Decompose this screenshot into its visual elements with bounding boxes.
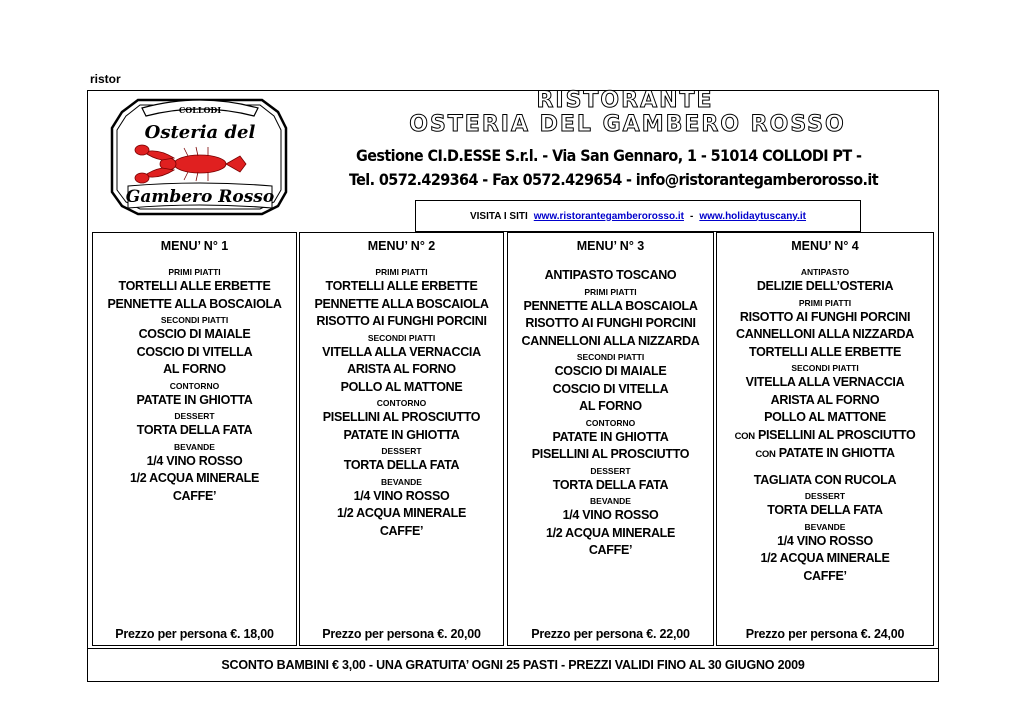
menu-title: MENU’ N° 2 — [367, 239, 436, 253]
menu-dish: 1/2 ACQUA MINERALE — [545, 525, 676, 540]
menu-price: Prezzo per persona €. 18,00 — [115, 627, 274, 641]
menu-section-heading: SECONDI PIATTI — [160, 315, 229, 325]
logo-line2-text: Gambero Rosso — [125, 187, 275, 207]
menu-dish: PENNETTE ALLA BOSCAIOLA — [314, 296, 489, 311]
menu-dish: 1/4 VINO ROSSO — [146, 453, 243, 468]
menu-dish: DELIZIE DELL’OSTERIA — [756, 279, 894, 293]
menu-dish: PENNETTE ALLA BOSCAIOLA — [523, 298, 698, 313]
menu-dish: VITELLA ALLA VERNACCIA — [322, 344, 481, 359]
dish-name: PATATE IN GHIOTTA — [778, 446, 895, 460]
menu-items — [508, 267, 713, 560]
menu-dish: CAFFE’ — [379, 523, 424, 538]
restaurant-subtitle: OSTERIA DEL GAMBERO ROSSO — [409, 112, 846, 137]
menu-dish: AL FORNO — [163, 362, 226, 376]
menu-column-2 — [299, 232, 504, 646]
menu-dish: 1/4 VINO ROSSO — [562, 508, 659, 522]
menu-section-heading: SECONDI PIATTI — [367, 332, 436, 343]
menu-price: Prezzo per persona €. 20,00 — [322, 627, 481, 641]
menu-spacer — [717, 464, 933, 472]
dish-prefix: CON — [755, 449, 776, 460]
menu-title: MENU’ N° 4 — [791, 239, 859, 253]
menu-title: MENU’ N° 3 — [576, 239, 645, 253]
menu-dish: RISOTTO AI FUNGHI PORCINI — [739, 309, 911, 324]
menu-dish-with-prefix — [717, 445, 933, 464]
menu-column-4 — [716, 232, 934, 646]
menu-dish: CANNELLONI ALLA NIZZARDA — [736, 327, 914, 341]
dish-prefix: CON — [734, 430, 755, 442]
menu-dish: RISOTTO AI FUNGHI PORCINI — [316, 314, 487, 328]
menu-dish: TORTA DELLA FATA — [767, 503, 883, 517]
menu-section-heading: CONTORNO — [376, 398, 427, 408]
menu-dish: POLLO AL MATTONE — [340, 379, 463, 394]
menu-dish: VITELLA ALLA VERNACCIA — [745, 375, 905, 389]
menu-dish: CAFFE’ — [172, 488, 217, 503]
lobster-logo-icon — [108, 96, 292, 218]
menu-dish: PATATE IN GHIOTTA — [343, 427, 460, 442]
document-label: ristor — [90, 72, 121, 86]
menu-section-heading: SECONDI PIATTI — [791, 363, 859, 373]
menu-dish: PENNETTE ALLA BOSCAIOLA — [107, 296, 282, 311]
menu-dish: TORTA DELLA FATA — [343, 458, 460, 472]
menu-section-heading: PRIMI PIATTI — [584, 286, 637, 297]
menu-dish: 1/4 VINO ROSSO — [777, 533, 873, 548]
menu-dish: TORTA DELLA FATA — [552, 477, 669, 492]
menu-section-heading: BEVANDE — [590, 496, 631, 506]
menu-items — [717, 267, 933, 585]
menu-column-1 — [92, 232, 297, 646]
menu-section-heading: BEVANDE — [381, 476, 422, 487]
menu-section-heading: DESSERT — [174, 411, 215, 421]
menu-dish: COSCIO DI MAIALE — [138, 327, 251, 341]
menu-section-heading: PRIMI PIATTI — [168, 267, 221, 277]
menu-column-3 — [507, 232, 714, 646]
menu-dish: POLLO AL MATTONE — [764, 410, 886, 424]
menu-dish: 1/4 VINO ROSSO — [353, 488, 450, 503]
company-address: Gestione CI.D.ESSE S.r.l. - Via San Gennaro, 1 - 51014 COLLODI PT - — [356, 146, 862, 165]
menu-dish: TORTELLI ALLE ERBETTE — [325, 279, 478, 293]
menu-dish: ANTIPASTO TOSCANO — [544, 268, 677, 282]
menu-items — [93, 267, 296, 505]
logo-line1-text: Osteria del — [144, 122, 256, 143]
menu-dish-with-prefix — [717, 427, 933, 446]
dish-name: PISELLINI AL PROSCIUTTO — [757, 427, 916, 442]
menu-dish: ARISTA AL FORNO — [347, 362, 456, 376]
menu-dish: CAFFE’ — [588, 543, 633, 557]
menu-dish: 1/2 ACQUA MINERALE — [760, 551, 890, 565]
menu-section-heading: BEVANDE — [174, 441, 215, 452]
websites-separator: - — [689, 210, 694, 222]
menu-dish: PATATE IN GHIOTTA — [552, 429, 669, 444]
logo-top-text: COLLODI — [178, 105, 222, 115]
menu-section-heading: DESSERT — [590, 465, 631, 476]
menu-price: Prezzo per persona €. 22,00 — [531, 627, 690, 641]
menu-section-heading: SECONDI PIATTI — [576, 352, 645, 362]
menu-dish: ARISTA AL FORNO — [770, 392, 880, 407]
menu-section-heading: CONTORNO — [585, 417, 636, 428]
websites-label: VISITA I SITI — [469, 210, 528, 222]
footer-note: SCONTO BAMBINI € 3,00 - UNA GRATUITA’ OGNI 25 PASTI - PREZZI VALIDI FINO AL 30 GIUGNO 2009 — [87, 648, 939, 682]
menu-price: Prezzo per persona €. 24,00 — [745, 627, 905, 641]
website-link-holidaytuscany[interactable]: www.holidaytuscany.it — [699, 210, 807, 222]
menu-dish: TORTELLI ALLE ERBETTE — [118, 279, 271, 293]
menu-section-heading: DESSERT — [804, 491, 846, 501]
restaurant-title: RISTORANTE — [536, 88, 714, 113]
menu-dish: COSCIO DI VITELLA — [552, 381, 669, 396]
menu-dish: TORTELLI ALLE ERBETTE — [748, 344, 902, 359]
menu-items — [300, 267, 503, 540]
menu-dish: PATATE IN GHIOTTA — [136, 392, 253, 407]
menu-section-heading: ANTIPASTO — [800, 267, 850, 277]
menu-dish: CAFFE’ — [803, 568, 847, 583]
menu-section-heading: PRIMI PIATTI — [798, 297, 852, 308]
menu-dish: AL FORNO — [579, 399, 642, 413]
menu-section-heading: BEVANDE — [804, 521, 846, 532]
menu-dish: PISELLINI AL PROSCIUTTO — [322, 410, 481, 424]
menu-dish: COSCIO DI MAIALE — [554, 364, 667, 378]
menu-section-heading: CONTORNO — [169, 380, 220, 391]
restaurant-logo — [108, 96, 292, 218]
menu-title: MENU’ N° 1 — [160, 239, 229, 253]
menu-dish: 1/2 ACQUA MINERALE — [336, 506, 467, 520]
menu-section-heading: DESSERT — [381, 446, 422, 456]
menu-dish: TORTA DELLA FATA — [136, 423, 253, 437]
menu-dish: PISELLINI AL PROSCIUTTO — [531, 447, 690, 461]
menu-dish: 1/2 ACQUA MINERALE — [129, 471, 260, 485]
website-link-ristorante[interactable]: www.ristorantegamberorosso.it — [533, 210, 684, 222]
contact-phone-email: Tel. 0572.429364 - Fax 0572.429654 - info@ristorantegamberorosso.it — [349, 170, 878, 189]
menu-dish: CANNELLONI ALLA NIZZARDA — [521, 333, 700, 348]
websites-box — [415, 200, 861, 232]
menu-dish: COSCIO DI VITELLA — [136, 344, 253, 359]
menu-section-heading: PRIMI PIATTI — [375, 267, 428, 277]
menu-dish: TAGLIATA CON RUCOLA — [753, 472, 897, 487]
menu-dish: RISOTTO AI FUNGHI PORCINI — [525, 316, 696, 330]
